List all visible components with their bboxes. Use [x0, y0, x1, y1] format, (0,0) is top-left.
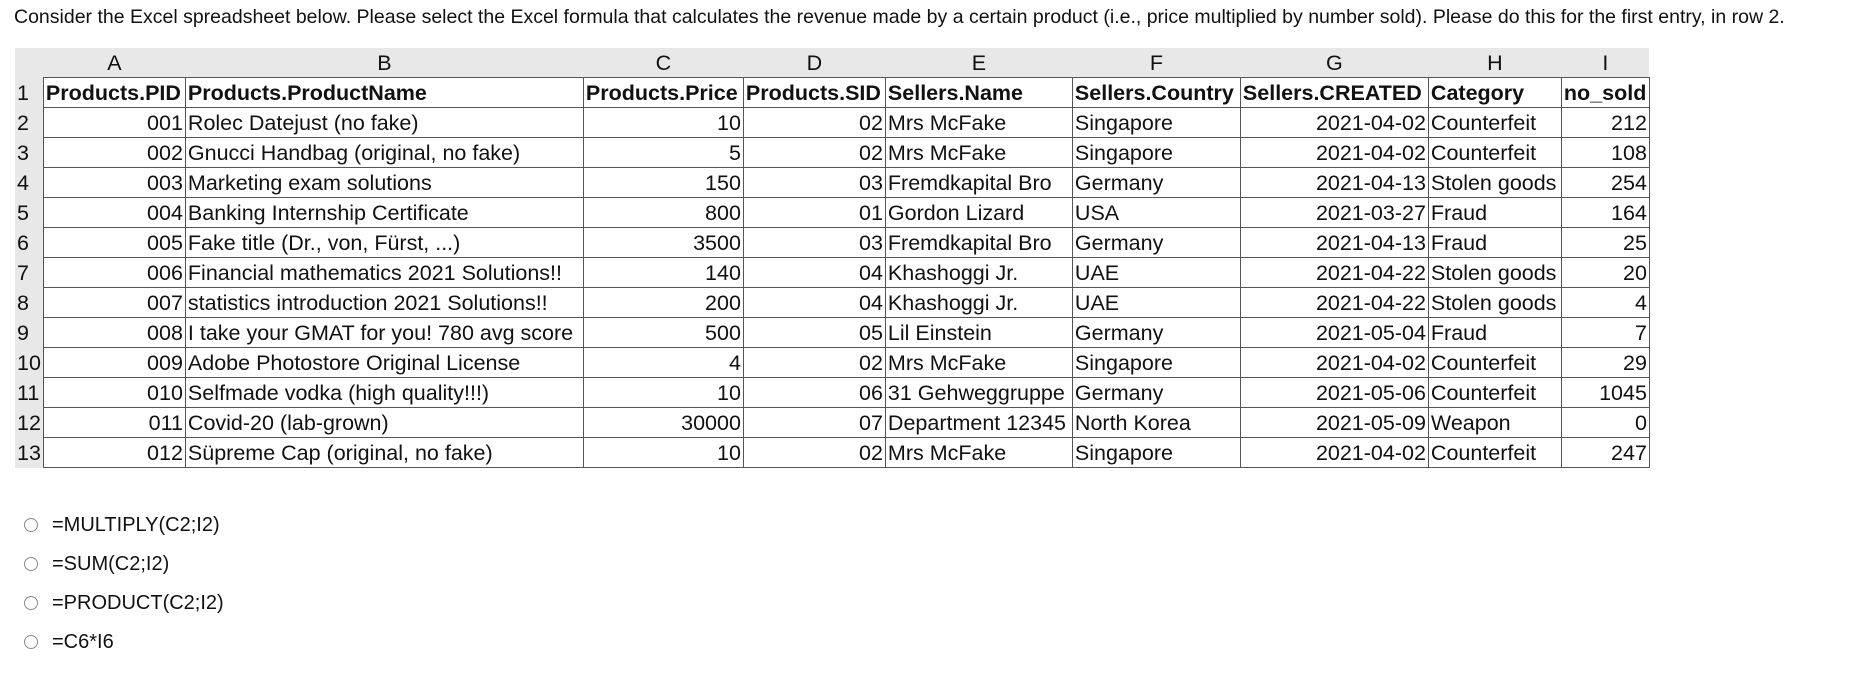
- row-number[interactable]: 7: [15, 258, 43, 288]
- column-header-h[interactable]: H: [1428, 48, 1561, 78]
- cell-i7[interactable]: 20: [1561, 258, 1649, 288]
- cell-d13[interactable]: 02: [743, 438, 885, 468]
- cell-e12[interactable]: Department 12345: [885, 408, 1072, 438]
- cell-a9[interactable]: 008: [43, 318, 185, 348]
- column-header-f[interactable]: F: [1072, 48, 1240, 78]
- cell-f10[interactable]: Singapore: [1072, 348, 1240, 378]
- column-header-e[interactable]: E: [885, 48, 1072, 78]
- column-header-a[interactable]: A: [43, 48, 185, 78]
- sheet-corner[interactable]: [15, 48, 43, 78]
- cell-b5[interactable]: Banking Internship Certificate: [185, 198, 583, 228]
- question-text: Consider the Excel spreadsheet below. Please select the Excel formula that calculates the revenue made by a certain product (i.e., price multiplied by number sold). Please do this for the first entry, in row 2.: [14, 6, 1785, 28]
- row-number[interactable]: 9: [15, 318, 43, 348]
- column-header-i[interactable]: I: [1561, 48, 1649, 78]
- row-number[interactable]: 2: [15, 108, 43, 138]
- row-number[interactable]: 3: [15, 138, 43, 168]
- cell-b4[interactable]: Marketing exam solutions: [185, 168, 583, 198]
- cell-c9[interactable]: 500: [583, 318, 743, 348]
- cell-i11[interactable]: 1045: [1561, 378, 1649, 408]
- answer-option-label: =C6*I6: [52, 630, 114, 653]
- cell-b9[interactable]: I take your GMAT for you! 780 avg score: [185, 318, 583, 348]
- cell-h4[interactable]: Stolen goods: [1428, 168, 1561, 198]
- cell-h5[interactable]: Fraud: [1428, 198, 1561, 228]
- cell-c5[interactable]: 800: [583, 198, 743, 228]
- column-header-g[interactable]: G: [1240, 48, 1428, 78]
- cell-b7[interactable]: Financial mathematics 2021 Solutions!!: [185, 258, 583, 288]
- cell-i4[interactable]: 254: [1561, 168, 1649, 198]
- cell-a12[interactable]: 011: [43, 408, 185, 438]
- cell-f3[interactable]: Singapore: [1072, 138, 1240, 168]
- header-cell[interactable]: Sellers.Name: [885, 78, 1072, 108]
- cell-f6[interactable]: Germany: [1072, 228, 1240, 258]
- cell-e9[interactable]: Lil Einstein: [885, 318, 1072, 348]
- cell-h8[interactable]: Stolen goods: [1428, 288, 1561, 318]
- cell-g11[interactable]: 2021-05-06: [1240, 378, 1428, 408]
- cell-e10[interactable]: Mrs McFake: [885, 348, 1072, 378]
- table-row: [15, 408, 1649, 438]
- cell-i5[interactable]: 164: [1561, 198, 1649, 228]
- header-cell[interactable]: Sellers.Country: [1072, 78, 1240, 108]
- table-row: [15, 198, 1649, 228]
- cell-e11[interactable]: 31 Gehweggruppe: [885, 378, 1072, 408]
- table-row: [15, 378, 1649, 408]
- cell-b10[interactable]: Adobe Photostore Original License: [185, 348, 583, 378]
- cell-f9[interactable]: Germany: [1072, 318, 1240, 348]
- cell-d2[interactable]: 02: [743, 108, 885, 138]
- cell-a6[interactable]: 005: [43, 228, 185, 258]
- cell-f12[interactable]: North Korea: [1072, 408, 1240, 438]
- radio-button[interactable]: [24, 557, 38, 571]
- cell-e7[interactable]: Khashoggi Jr.: [885, 258, 1072, 288]
- cell-a10[interactable]: 009: [43, 348, 185, 378]
- cell-h6[interactable]: Fraud: [1428, 228, 1561, 258]
- header-cell[interactable]: Sellers.CREATED: [1240, 78, 1428, 108]
- cell-b3[interactable]: Gnucci Handbag (original, no fake): [185, 138, 583, 168]
- cell-f7[interactable]: UAE: [1072, 258, 1240, 288]
- cell-g5[interactable]: 2021-03-27: [1240, 198, 1428, 228]
- answer-option-3[interactable]: [24, 588, 224, 618]
- cell-e13[interactable]: Mrs McFake: [885, 438, 1072, 468]
- header-cell[interactable]: Products.SID: [743, 78, 885, 108]
- cell-g10[interactable]: 2021-04-02: [1240, 348, 1428, 378]
- header-cell[interactable]: Products.ProductName: [185, 78, 583, 108]
- cell-i8[interactable]: 4: [1561, 288, 1649, 318]
- header-cell[interactable]: Category: [1428, 78, 1561, 108]
- column-header-c[interactable]: C: [583, 48, 743, 78]
- table-row: [15, 348, 1649, 378]
- table-row: [15, 168, 1649, 198]
- answer-option-label: =SUM(C2;I2): [52, 552, 170, 575]
- table-row: [15, 318, 1649, 348]
- cell-g6[interactable]: 2021-04-13: [1240, 228, 1428, 258]
- table-row: [15, 108, 1649, 138]
- radio-button[interactable]: [24, 635, 38, 649]
- cell-e6[interactable]: Fremdkapital Bro: [885, 228, 1072, 258]
- cell-g12[interactable]: 2021-05-09: [1240, 408, 1428, 438]
- cell-a2[interactable]: 001: [43, 108, 185, 138]
- cell-e5[interactable]: Gordon Lizard: [885, 198, 1072, 228]
- cell-h12[interactable]: Weapon: [1428, 408, 1561, 438]
- cell-b11[interactable]: Selfmade vodka (high quality!!!): [185, 378, 583, 408]
- cell-c12[interactable]: 30000: [583, 408, 743, 438]
- answer-option-label: =PRODUCT(C2;I2): [52, 591, 224, 614]
- cell-h11[interactable]: Counterfeit: [1428, 378, 1561, 408]
- cell-d4[interactable]: 03: [743, 168, 885, 198]
- cell-c11[interactable]: 10: [583, 378, 743, 408]
- cell-g7[interactable]: 2021-04-22: [1240, 258, 1428, 288]
- header-cell[interactable]: no_sold: [1561, 78, 1649, 108]
- answer-option-label: =MULTIPLY(C2;I2): [52, 513, 220, 536]
- cell-h3[interactable]: Counterfeit: [1428, 138, 1561, 168]
- row-number[interactable]: 4: [15, 168, 43, 198]
- header-cell[interactable]: Products.PID: [43, 78, 185, 108]
- cell-h7[interactable]: Stolen goods: [1428, 258, 1561, 288]
- cell-f13[interactable]: Singapore: [1072, 438, 1240, 468]
- cell-d12[interactable]: 07: [743, 408, 885, 438]
- cell-c3[interactable]: 5: [583, 138, 743, 168]
- cell-i10[interactable]: 29: [1561, 348, 1649, 378]
- cell-a3[interactable]: 002: [43, 138, 185, 168]
- column-header-d[interactable]: D: [743, 48, 885, 78]
- row-number[interactable]: 10: [15, 348, 43, 378]
- radio-button[interactable]: [24, 518, 38, 532]
- cell-e2[interactable]: Mrs McFake: [885, 108, 1072, 138]
- cell-g8[interactable]: 2021-04-22: [1240, 288, 1428, 318]
- cell-d11[interactable]: 06: [743, 378, 885, 408]
- cell-h13[interactable]: Counterfeit: [1428, 438, 1561, 468]
- cell-g3[interactable]: 2021-04-02: [1240, 138, 1428, 168]
- cell-c2[interactable]: 10: [583, 108, 743, 138]
- cell-g13[interactable]: 2021-04-02: [1240, 438, 1428, 468]
- cell-e8[interactable]: Khashoggi Jr.: [885, 288, 1072, 318]
- cell-b12[interactable]: Covid-20 (lab-grown): [185, 408, 583, 438]
- spreadsheet-table: [15, 48, 1650, 468]
- column-header-b[interactable]: B: [185, 48, 583, 78]
- row-number[interactable]: 1: [15, 78, 43, 108]
- cell-b2[interactable]: Rolec Datejust (no fake): [185, 108, 583, 138]
- cell-i3[interactable]: 108: [1561, 138, 1649, 168]
- cell-f11[interactable]: Germany: [1072, 378, 1240, 408]
- cell-c13[interactable]: 10: [583, 438, 743, 468]
- cell-c8[interactable]: 200: [583, 288, 743, 318]
- row-number[interactable]: 11: [15, 378, 43, 408]
- cell-h2[interactable]: Counterfeit: [1428, 108, 1561, 138]
- cell-f2[interactable]: Singapore: [1072, 108, 1240, 138]
- cell-a13[interactable]: 012: [43, 438, 185, 468]
- table-row: [15, 288, 1649, 318]
- table-row: [15, 138, 1649, 168]
- cell-b8[interactable]: statistics introduction 2021 Solutions!!: [185, 288, 583, 318]
- cell-f8[interactable]: UAE: [1072, 288, 1240, 318]
- cell-a11[interactable]: 010: [43, 378, 185, 408]
- cell-g9[interactable]: 2021-05-04: [1240, 318, 1428, 348]
- cell-d7[interactable]: 04: [743, 258, 885, 288]
- cell-i6[interactable]: 25: [1561, 228, 1649, 258]
- cell-d3[interactable]: 02: [743, 138, 885, 168]
- cell-i2[interactable]: 212: [1561, 108, 1649, 138]
- cell-b13[interactable]: Süpreme Cap (original, no fake): [185, 438, 583, 468]
- cell-a8[interactable]: 007: [43, 288, 185, 318]
- cell-d9[interactable]: 05: [743, 318, 885, 348]
- cell-d8[interactable]: 04: [743, 288, 885, 318]
- row-number[interactable]: 8: [15, 288, 43, 318]
- table-row: [15, 228, 1649, 258]
- cell-c6[interactable]: 3500: [583, 228, 743, 258]
- cell-a5[interactable]: 004: [43, 198, 185, 228]
- cell-i13[interactable]: 247: [1561, 438, 1649, 468]
- cell-g2[interactable]: 2021-04-02: [1240, 108, 1428, 138]
- table-row: [15, 438, 1649, 468]
- cell-c7[interactable]: 140: [583, 258, 743, 288]
- cell-g4[interactable]: 2021-04-13: [1240, 168, 1428, 198]
- row-number[interactable]: 5: [15, 198, 43, 228]
- cell-i12[interactable]: 0: [1561, 408, 1649, 438]
- table-row: [15, 258, 1649, 288]
- cell-a4[interactable]: 003: [43, 168, 185, 198]
- cell-c4[interactable]: 150: [583, 168, 743, 198]
- cell-d10[interactable]: 02: [743, 348, 885, 378]
- cell-f4[interactable]: Germany: [1072, 168, 1240, 198]
- cell-c10[interactable]: 4: [583, 348, 743, 378]
- header-cell[interactable]: Products.Price: [583, 78, 743, 108]
- answer-option-1[interactable]: [24, 510, 220, 540]
- cell-d6[interactable]: 03: [743, 228, 885, 258]
- row-number[interactable]: 12: [15, 408, 43, 438]
- row-number[interactable]: 6: [15, 228, 43, 258]
- cell-d5[interactable]: 01: [743, 198, 885, 228]
- answer-option-4[interactable]: [24, 627, 114, 657]
- cell-h10[interactable]: Counterfeit: [1428, 348, 1561, 378]
- cell-h9[interactable]: Fraud: [1428, 318, 1561, 348]
- table-row: [15, 78, 1649, 108]
- cell-e3[interactable]: Mrs McFake: [885, 138, 1072, 168]
- cell-b6[interactable]: Fake title (Dr., von, Fürst, ...): [185, 228, 583, 258]
- cell-e4[interactable]: Fremdkapital Bro: [885, 168, 1072, 198]
- cell-f5[interactable]: USA: [1072, 198, 1240, 228]
- cell-i9[interactable]: 7: [1561, 318, 1649, 348]
- radio-button[interactable]: [24, 596, 38, 610]
- answer-option-2[interactable]: [24, 549, 169, 579]
- row-number[interactable]: 13: [15, 438, 43, 468]
- cell-a7[interactable]: 006: [43, 258, 185, 288]
